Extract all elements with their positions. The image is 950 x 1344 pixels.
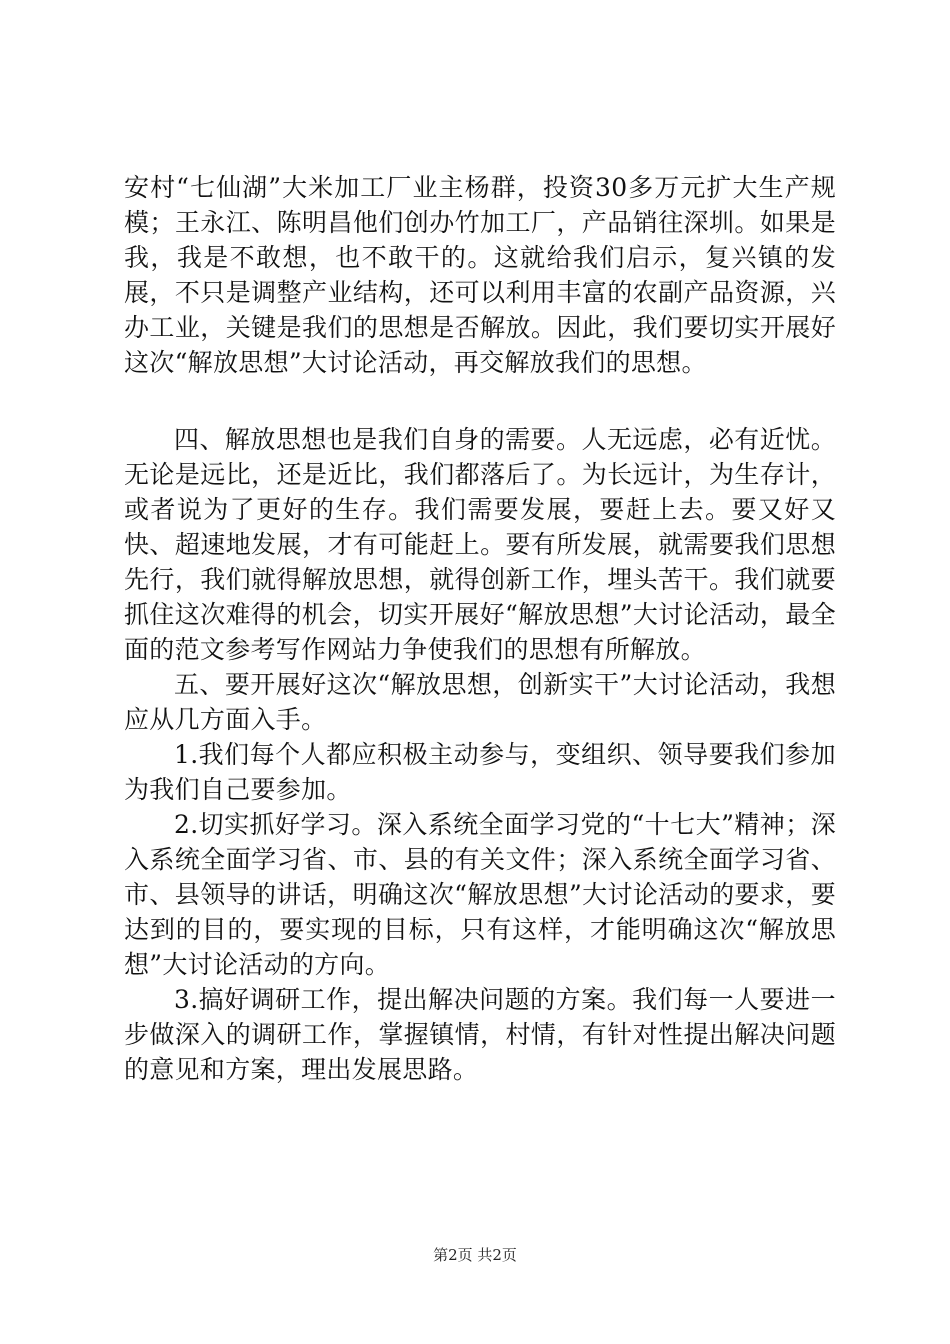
paragraph-item-one: 1.我们每个人都应积极主动参与，变组织、领导要我们参加为我们自己要参加。 — [124, 740, 836, 804]
paragraph-continuation: 安村“七仙湖”大米加工厂业主杨群，投资30多万元扩大生产规模；王永江、陈明昌他们创办竹加工厂，产品销往深圳。如果是我，我是不敢想，也不敢干的。这就给我们启示，复兴镇的发展，不只是调整产业结构，还可以利用丰富的农副产品资源，兴办工业，关键是我们的思想是否解放。因此，我们要切实开展好这次“解放思想”大讨论活动，再交解放我们的思想。 — [124, 173, 836, 377]
paragraph-item-three: 3.搞好调研工作，提出解决问题的方案。我们每一人要进一步做深入的调研工作，掌握镇情，村情，有针对性提出解决问题的意见和方案，理出发展思路。 — [124, 985, 836, 1084]
paragraph-section-four: 四、解放思想也是我们自身的需要。人无远虑，必有近忧。无论是远比，还是近比，我们都落后了。为长远计，为生存计，或者说为了更好的生存。我们需要发展，要赶上去。要又好又快、超速地发展，才有可能赶上。要有所发展，就需要我们思想先行，我们就得解放思想，就得创新工作，埋头苦干。我们就要抓住这次难得的机会，切实开展好“解放思想”大讨论活动，最全面的范文参考写作网站力争使我们的思想有所解放。 — [124, 425, 836, 664]
page-footer — [0, 1244, 950, 1265]
document-body — [124, 170, 836, 1087]
page-number-label: 第2页 共2页 — [433, 1246, 517, 1264]
paragraph-item-two: 2.切实抓好学习。深入系统全面学习党的“十七大”精神；深入系统全面学习省、市、县的有关文件；深入系统全面学习省、市、县领导的讲话，明确这次“解放思想”大讨论活动的要求，要达到的目的，要实现的目标，只有这样，才能明确这次“解放思想”大讨论活动的方向。 — [124, 810, 836, 979]
paragraph-section-five: 五、要开展好这次“解放思想，创新实干”大讨论活动，我想应从几方面入手。 — [124, 670, 836, 734]
